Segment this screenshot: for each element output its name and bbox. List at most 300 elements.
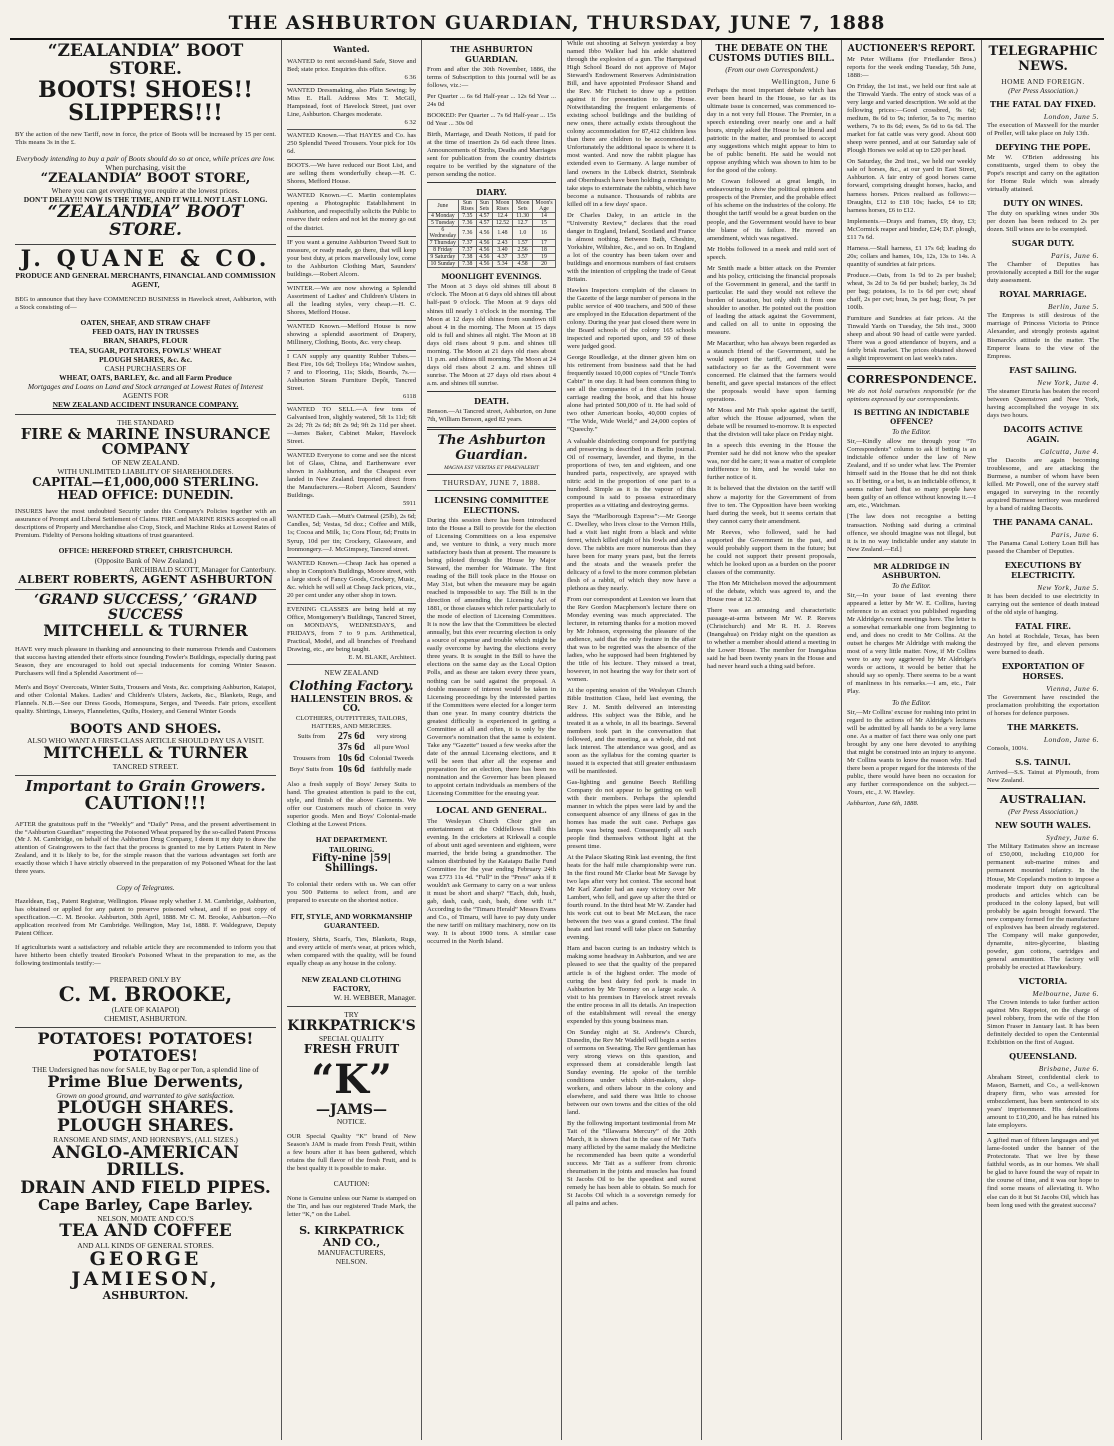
diary-cell: 4.56 xyxy=(476,227,492,240)
price-note: Colonial Tweeds xyxy=(369,754,414,762)
zealandia-headline: BOOTS! SHOES!! SLIPPERS!!! xyxy=(38,76,253,126)
diary-cell: 4.58 xyxy=(513,261,533,268)
brooke-name: C. M. BROOKE, xyxy=(58,981,233,1006)
news-item xyxy=(987,722,1099,753)
news-item-place: Berlin, June 5. xyxy=(1047,302,1099,312)
auction-para-5: Harness.—Stall harness, £1 17s 6d; leading do 20s; collars and hames, 10s, 12s, 13s to 14s. A quantity of sundries at fair prices. xyxy=(847,244,976,268)
standard-office: OFFICE: HEREFORD STREET, CHRISTCHURCH. xyxy=(58,546,233,556)
diary-cell: 4.57 xyxy=(476,213,492,220)
telegraphic-news-head: TELEGRAPHIC NEWS. xyxy=(988,44,1098,74)
wanted-list xyxy=(287,56,416,665)
debate-para-8: It is believed that the division on the tariff will show a majority for the Government of from five to ten. The Opposition have been working hard during the week, but it seems certain that they cannot carry their amendment. xyxy=(707,485,836,525)
local-item-2: Dr Charles Daley, in an article in the “University Review,” declares that the road danger in England, Ireland, Scotland and France is almost nothing. Between Bath, Cheshire, Yorkshire, Wiltshire, &c., and so on. In England a lot of the country has been taken over and buildings and enormous numbers of fast cruisers with the intention of crippling the trade of Great Britain. xyxy=(567,211,696,283)
news-item-body: The Dacoits are again becoming troublesome, and are attacking the Burmese, a number of whom have been killed. Mr Powell, one of the survey staff engaged in surveying in the recently acquired Burmese territory was murdered by a band of raiding Dacoits. xyxy=(987,456,1099,512)
local-item-1: While out shooting at Selwyn yesterday a boy named Ibbo Walker had his ankle shattered through the explosion of a gun. The Hampstead High School Board do not approve of Major Steward's Endowment Reserves Administration Bill, and have appointed Professor Shand and the Rev. Mr Fitchett to draw up a petition against it for presentation to the House. Notwithstanding the frequent enlargements of existing school buildings and the building of new ones, there actually exists throughout the colony accommodation for 87,412 children less than there are children to be accommodated. Unfortunately the additional space is where it is most wanted. And now the rabbit plague has extended even to Germany. A large number of land owners in the Lübeck district, Steinbrak and Obernbusch have been holding a meeting to take steps to exterminate the rabbits, which have become a nuisance. Thousands of rabbits are killed off in a few days' space. xyxy=(567,40,696,208)
potatoes-head: POTATOES! POTATOES! POTATOES! xyxy=(37,1029,254,1065)
standard-insurance-ad xyxy=(15,415,276,591)
debate-para-10: The Hon Mr Mitchelson moved the adjournment of the debate, which was agreed to, and the House rose at 12.30. xyxy=(707,579,836,603)
potatoes-kind: Prime Blue Derwents, xyxy=(47,1071,244,1091)
local-item-8: At the opening session of the Wesleyan Church Bible Institution Class, held last evening, the Rev J. M. Smith delivered an interesting address. His subject was the Bible, and he treated it as a whole, in all its bearings. Several members took part in the conversation that followed, and the meeting, as a whole, did not lack interest. The attendance was good, and as soon as the syllabus for the coming quarter is issued it is expected that still greater enthusiasm will be manifested. xyxy=(567,687,696,775)
masthead-title: THE ASHBURTON GUARDIAN, THURSDAY, JUNE 7, 1888 xyxy=(228,12,886,34)
letter-1-head: IS BETTING AN INDICTABLE OFFENCE? xyxy=(853,408,970,427)
diary-cell: 6 Wednesday xyxy=(428,227,459,240)
news-item-place: Sydney, June 6. xyxy=(1045,833,1099,843)
fifty-nine: Fifty-nine |59| Shillings. xyxy=(311,852,392,875)
debate-para-3: Mr Hobbs followed in a meek and mild sort of speech. xyxy=(707,245,836,261)
diary-cell: 3.57 xyxy=(513,254,533,261)
australian-sections xyxy=(987,820,1099,1130)
news-item-body: The Panama Canal Lottery Loan Bill has passed the Chamber of Deputies. xyxy=(987,539,1099,555)
price-table xyxy=(287,731,416,775)
hallenstein-body3: Hosiery, Shirts, Scarfs, Ties, Blankets, Rugs, and every article of men's wear, at prices which, when compared with the quality, will be found equally cheap as any house in the colony. xyxy=(287,936,416,968)
diary-title: DIARY. xyxy=(476,187,507,198)
brooke-ad xyxy=(15,776,276,1028)
jamieson-ad xyxy=(15,1028,276,1305)
diary-cell: 5.34 xyxy=(492,261,513,268)
price-note: very strong xyxy=(376,732,407,740)
kirkpatrick-ad: TRY KIRKPATRICK'S SPECIAL QUALITY FRESH FRUIT “K” —JAMS— NOTICE. OUR Special Quality “K” brand of New Season's JAM is made from Fresh Fruit, within a few hours after it has been gathered, which retains the full flavor of the fresh Fruit, and is the best quality it is possible to make. CAUTION: None is Genuine unless our Name is stamped on the Tin, and has our registered Trade Mark, the letter “K,” on the Label. S. KIRKPATRICK AND CO., MANUFACTURERS, NELSON. xyxy=(287,1010,416,1267)
wanted-ad xyxy=(287,283,416,321)
news-item-place: London, June 6. xyxy=(1043,735,1099,745)
diary-row xyxy=(428,254,556,261)
news-item-head: EXPORTATION OF HORSES. xyxy=(1001,661,1085,682)
news-item-place: London, June 5. xyxy=(1043,112,1099,121)
diary-cell: 4.56 xyxy=(476,240,492,247)
wanted-ad xyxy=(287,321,416,351)
wanted-ad-text: WANTED Known.—That HAYES and Co. has 250 Splendid Tweed Trousers. Your pick for 10s 6d. xyxy=(287,132,416,156)
leader-body: During this session there has been introduced into the House a Bill to provide for the election of Licensing Committees on a less expensive and, we venture to think, a very much more satisfactory basis than at present. The measure is being piloted through the House by Major Steward, the member for Waimate. The first reading of the Bill took place in the House on May 31st, but when the measure may be again reached is impossible to say. The Bill is in the direction of amending the Licensing Act of 1881, or those clauses which refer particularly to the mode of election of Licensing Committees. It is now the law that the Committees be elected annually, but this ever recurring election is only a source of expense and trouble which might be easily overcome by having the elections every three years. It is sought in the Bill to have the elections on the same day as the Local Option Polls, and as these are taken every three years, nothing can be said against the proposal. A double measure of interest would be taken in Licensing proceedings by the interested parties if the Committees were elected for a longer term than one year. In many country districts the greatest difficulty is experienced in getting a Committee at all and often, it is only by the Governor's nomination that the same is existent. Take any “Gazette” issued a few weeks after the date of the annual Licensing elections, and it will be seen that after all the expense and preparation for an election, there has been no nomination and the Governor has been pleased to appoint certain individuals as members of the Licensing Committee for the ensuing year. xyxy=(427,516,556,797)
debate-para-1: Perhaps the most important debate which has ever been heard in the House, so far as its ultimate issue is concerned, was commenced to-day in a not very full House. The Premier, in a speech extending over nearly one and a half hours, simply asked the House to be liberal and patriotic in the matter, and promised to accept any suggestions which might appear to him to be of public benefit. He said he would not oppose anything which was shown to him to be for the good of the colony. xyxy=(707,87,836,175)
standard-liability: WITH UNLIMITED LIABILITY OF SHAREHOLDERS. xyxy=(57,467,234,477)
column-7 xyxy=(982,40,1104,1440)
price-row xyxy=(287,753,416,764)
diary-cell: 1.48 xyxy=(492,227,513,240)
diary-row xyxy=(428,240,556,247)
telegrams-caption: Copy of Telegrams. xyxy=(116,882,175,892)
diary-cell: 1.57 xyxy=(513,240,533,247)
death-body: Benson.—At Tancred street, Ashburton, on June 7th, William Benson, aged 82 years. xyxy=(427,407,556,423)
diary-cell: 12.52 xyxy=(492,220,513,227)
paper-name: The Ashburton Guardian. xyxy=(437,432,546,463)
standard-head-office: HEAD OFFICE: DUNEDIN. xyxy=(57,488,234,503)
news-item-body: The steamer Etruria has beaten the record between Queenstown and New York, having accomplished the voyage in six days two hours. xyxy=(987,387,1099,419)
hallenstein-ad xyxy=(287,665,416,1007)
hallenstein-name: HALLENSTEIN BROS. & CO. xyxy=(290,695,413,715)
quane-stock: OATEN, SHEAF, AND STRAW CHAFF FEED OATS, HAY IN TRUSSES BRAN, SHARPS, FLOUR TEA, SUGAR, POTATOES, FOWLS' WHEAT PLOUGH SHARES, &c. &c. xyxy=(69,318,222,364)
australian-press-association: (Per Press Association.) xyxy=(1008,808,1078,817)
general-stores: AND ALL KINDS OF GENERAL STORES. xyxy=(77,1240,214,1250)
diary-row xyxy=(428,247,556,254)
nelson-moate: NELSON, MOATE AND CO.'S xyxy=(97,1213,194,1223)
letter-1-reply: [The law does not recognise a betting transaction. Nothing said during a criminal offence, we should imagine was not illegal, but it is in no way indictable under any statute in New Zealand.—Ed.] xyxy=(847,513,976,553)
wanted-ad-ref: 6 36 xyxy=(404,74,416,82)
quane-ad xyxy=(15,245,276,415)
diary-cell: 17 xyxy=(533,240,556,247)
factory-name: NEW ZEALAND CLOTHING FACTORY, xyxy=(301,974,402,993)
mitchell-turner-ad xyxy=(15,590,276,776)
wanted-ad xyxy=(287,85,416,130)
news-item xyxy=(987,238,1099,285)
correspondence-note: We do not hold ourselves responsible for the opinions expressed by our correspondents. xyxy=(847,388,976,404)
standard-capital: CAPITAL—£1,000,000 STERLING. xyxy=(32,475,259,490)
caution-head: CAUTION!!! xyxy=(84,793,207,815)
auction-para-7: Furniture and Sundries at fair prices. At the Tinwald Yards on Tuesday, the 5th inst., 3000 sheep and about 90 head of cattle were yarded. There was a good attendance of buyers, and a fairly brisk market. The prices obtained showed a slight improvement on last week's rates. xyxy=(847,314,976,363)
news-item-place: Melbourne, June 6. xyxy=(1032,988,1099,998)
mitchell-turner-also: ALSO WHO WANT A FIRST-CLASS ARTICLE SHOULD PAY US A VISIT. xyxy=(27,736,264,746)
mitchell-turner-street: TANCRED STREET. xyxy=(112,762,179,772)
customs-debate-head: THE DEBATE ON THE CUSTOMS DUTIES BILL. xyxy=(708,44,835,64)
news-item-head: ROYAL MARRIAGE. xyxy=(999,289,1087,300)
wanted-ad xyxy=(287,190,416,236)
nz-head: NEW ZEALAND xyxy=(324,667,379,677)
diary-cell: 9 Saturday xyxy=(428,254,459,261)
diary-cell: 5 Tuesday xyxy=(428,220,459,227)
factory-manager: W. H. WEBBER, Manager. xyxy=(333,992,416,1002)
local-item-7: From our correspondent at Leeston we learn that the Rev Gordon Macpherson's lecture there on Monday evening was much appreciated. The lecturer, in returning thanks for a motion moved by Mr Johnson, expressing the pleasure of the audience, said that the only feature in the affair that was to be regretted was the absence of the ladies, who he supposed had been frightened by the title of his lecture. They missed a treat, however, in not hearing the way for their sort of women. xyxy=(567,596,696,684)
diary-row xyxy=(428,220,556,227)
news-item-head: S.S. TAINUI. xyxy=(1015,757,1071,768)
news-item-head: FATAL FIRE. xyxy=(1014,621,1072,632)
diary-cell: 4 Monday xyxy=(428,213,459,220)
hat-department: HAT DEPARTMENT. xyxy=(315,835,388,845)
diary-header: Moon Rises xyxy=(492,200,513,213)
zealandia-delay: DON'T DELAY!!! NOW IS THE TIME, AND IT WILL NOT LAST LONG. xyxy=(23,194,268,204)
wanted-ad xyxy=(287,237,416,283)
wanted-ad-ref: 5911 xyxy=(403,500,416,508)
diary-cell: 2.56 xyxy=(513,247,533,254)
diary-cell: 4.56 xyxy=(476,247,492,254)
diary-row xyxy=(428,227,556,240)
plough-shares-head: PLOUGH SHARES. PLOUGH SHARES. xyxy=(56,1097,235,1136)
auction-para-4: Implements.—Drays and frames, £9; dray, £3; McCormick reaper and binder, £24; D.F. plough, £11 7s 6d. xyxy=(847,217,976,241)
telegraphic-sections xyxy=(987,99,1099,785)
news-item xyxy=(987,560,1099,617)
price-value: 37s 6d xyxy=(337,741,365,753)
paper-date: THURSDAY, JUNE 7, 1888. xyxy=(442,477,541,487)
diary-cell: 18 xyxy=(533,247,556,254)
standard-agent: ALBERT ROBERTS, AGENT ASHBURTON xyxy=(18,572,273,586)
diary-cell: 7.38 xyxy=(458,254,476,261)
local-general-head: LOCAL AND GENERAL. xyxy=(436,805,547,816)
zealandia-body2: Everybody intending to buy a pair of Boots should do so at once, while prices are low. xyxy=(16,153,275,163)
diary-header: Moon Sets xyxy=(513,200,533,213)
diary-cell: 7.36 xyxy=(458,220,476,227)
wanted-ad-text: IF you want a genuine Ashburton Tweed Suit to measure, or ready made, go there, that will keep your best duty, at prices marvellously low, come to the Ashburton Clothing Mart, Saunders' buildings.—Robert Alcorn. xyxy=(287,238,416,278)
column-5 xyxy=(702,40,842,1440)
mitchell-turner-name2: MITCHELL & TURNER xyxy=(43,743,248,763)
news-item xyxy=(987,976,1099,1047)
news-item-body: The Chamber of Deputies has provisionally accepted a Bill for the sugar duty assessment. xyxy=(987,261,1099,285)
news-item-body: Abraham Street, confidential clerk to Mason, Barnett, and Co., a well-known drapery firm, who was arrested for embezzlement, has been sentenced to six years' imprisonment. His defalcations amount to £10,200, and he has ruined his late employers. xyxy=(987,1074,1099,1130)
local-item-13: By the following important testimonial from Mr Tait of the “Illawarra Mercury” of the 20th March, it is shown that in the case of Mr Tait's many afflicted by the same malady the Medicine he recommended has been quite a wonderful success. Mr Tait as a sufferer from chronic rheumatism in the joints and muscles has found St Jacobs Oil to be the speediest and surest remedy he has been able to obtain. So much for St Jacobs Oil which is a sovereign remedy for all pains and aches. xyxy=(567,1120,696,1208)
wanted-ad-ref: 6 32 xyxy=(404,119,416,127)
grain-growers-head: Important to Grain Growers. xyxy=(25,777,266,796)
prepared-by: PREPARED ONLY BY xyxy=(109,974,182,984)
wanted-ad-text: BOOTS.—We have reduced our Boot List, and are selling them wonderfully cheap.—H. C. Shores, Mefford House. xyxy=(287,162,416,186)
diary-cell: 16 xyxy=(533,227,556,240)
diary-cell: 7.35 xyxy=(458,213,476,220)
diary-cell: 7.38 xyxy=(458,261,476,268)
guardian-terms-body: From and after the 30th November, 1886, the terms of Subscription to this journal will be as follows, viz.:— xyxy=(427,66,556,90)
grand-success: ‘GRAND SUCCESS,’ ‘GRAND SUCCESS xyxy=(34,592,257,624)
diary-cell: 4.56 xyxy=(476,261,492,268)
home-foreign-head: HOME AND FOREIGN. xyxy=(1001,77,1085,86)
wanted-ad-text: EVENING CLASSES are being held at my Office, Montgomery's Buildings, Tancred Street, on MONDAYS, WEDNESDAYS, and FRIDAYS, from 7 to 9 p.m. Arithmetical, Practical, Model, and all branches of Freehand Drawing, etc., are being taught. xyxy=(287,605,416,653)
wanted-ad-text: WINTER.—We are now showing a Splendid Assortment of Ladies' and Children's Ulsters in all the leading styles, very cheap.—H. C. Shores, Mefford House. xyxy=(287,284,416,316)
news-item-head: SUGAR DUTY. xyxy=(1011,238,1075,249)
wanted-ad-text: I CAN supply any quantity Rubber Tubes.—Best Fire, 10s 6d; Trolleys 16s; Window sashes, 7 and to Flooring, 11s; Skids, Boards, 7s.—Ashburton Steam Furniture Depôt, Tancred Street. xyxy=(287,352,416,393)
zealandia-name2: “ZEALANDIA” BOOT STORE. xyxy=(47,202,244,240)
news-item xyxy=(987,424,1099,513)
quane-name: J. QUANE & CO. xyxy=(20,245,271,272)
wanted-ad-text: WANTED Everyone to come and see the nicest lot of Glass, China, and Earthenware ever shown in Ashburton, and the Cheapest ever landed in New Zealand. Imported direct from the Manufacturers.—Robert Alcorn, Saunders' Buildings. xyxy=(287,452,416,500)
customs-debate-place: Wellington, June 6 xyxy=(771,77,836,86)
diary-cell: 4.56 xyxy=(476,254,492,261)
clothing-factory: Clothing Factory. xyxy=(289,679,414,695)
masthead xyxy=(10,8,1104,40)
tailoring: TAILORING. xyxy=(328,844,375,854)
quane-agents: AGENTS FOR xyxy=(122,391,169,401)
debate-para-5: Mr Macarthur, who has always been regarded as a staunch friend of the Government, said he would support the tariff, and that it was satisfactory so far as the Government were concerned. He claimed that the farmers would benefit, and gave special instances of the effect the proposals would have upon farming operations. xyxy=(707,339,836,404)
zealandia-body: BY the action of the new Tariff, now in force, the price of Boots will be increased by 15 per cent. This means 3s in the £. xyxy=(15,131,276,147)
price-row xyxy=(287,764,416,775)
caution-body: AFTER the gratuitous puff in the “Weekly” and “Daily” Press, and the present advertisement in the “Ashburton Guardian” respecting the Poisoned Wheat prepared by the so-called Patent Process (Mr J. M. Cambridge, on behalf of the Ashburton Drug Company, I deem it my duty to draw the attention of Graingrowers to the fact that the process is granted to me by Letters Patent in New Zealand, and it is likely to be, for the simple reason that the various advantages set forth are exactly those which I have strictly observed in the preparation of my Poisoned Wheat for the last three years. xyxy=(15,820,276,876)
local-item-3: Hawkes Inspectors complain of the classes in the Gazette of the large number of persons in the public service of 400 teachers, and 500 of these are employed in the Education department of the colony. During the year just closed there were in the Board schools of the colony 165 schools inspected and reported upon, and 59 of these were judged good. xyxy=(567,286,696,351)
news-item xyxy=(987,621,1099,657)
bottom-advert: A gifted man of fifteen languages and yet lame-footed under the banner of the Protectorate. That we live by these faithful words, as in our homes. We shall be glad to have found the way of repair in the course of time, and it was our hope to find some means of alleviating it. Who else can do it but St Jacobs Oil, which has been long used with the greatest success? xyxy=(987,1137,1099,1209)
diary-cell: 3.40 xyxy=(492,247,513,254)
column-1 xyxy=(10,40,282,1440)
news-item xyxy=(987,820,1099,972)
wanted-ad xyxy=(287,450,416,511)
news-item xyxy=(987,1051,1099,1130)
zealandia-where: Where you can get everything you require at the lowest prices. xyxy=(51,185,240,195)
news-item xyxy=(987,198,1099,234)
mitchell-turner-body: HAVE very much pleasure in thanking and announcing to their numerous Friends and Customers that success having attended their efforts since founding Fowler's Buildings, especially during past Season, they are encouraged to hold out special inducements for coming Winter Season. Purchasers will find a Splendid Assortment of— xyxy=(15,646,276,677)
column-3 xyxy=(422,40,562,1440)
news-item-place: Paris, June 6. xyxy=(1050,529,1099,539)
price-value: 10s 6d xyxy=(337,752,365,764)
price-note: faithfully made xyxy=(371,765,412,773)
diary-cell: 7 Thursday xyxy=(428,240,459,247)
diary-cell: 10 Sunday xyxy=(428,261,459,268)
news-item-body: Mr W. O'Brien addressing his constituents, urged them to obey the Pope's rescript and carry on the agitation for Home Rule which was already virtually attained. xyxy=(987,154,1099,194)
hallenstein-body: Also a fresh supply of Boys' Jersey Suits to hand. The greatest attention is paid to the cut, style, and finish of the above Garments. We offer our Customers much of choice in very superior goods. Men and Boys' Colonial-made Clothing at the Lowest Prices. xyxy=(287,781,416,828)
news-item-body: The execution of Maxwell for the murder of Preller, will take place on July 13th. xyxy=(987,122,1099,138)
local-item-12: On Sunday night at St. Andrew's Church, Dunedin, the Rev Mr Waddell will begin a series of sermons on Sweating. The Rev gentleman has very strong views on this question, and expressed them at considerable length last Sunday evening. He spoke of the terrible conditions under which shirt-makers, slop-workers, and others labour in the colony and elsewhere, and said there was little to choose between our own towns and the cities of the old land. xyxy=(567,1028,696,1117)
quane-accident: NEW ZEALAND ACCIDENT INSURANCE COMPANY. xyxy=(52,400,239,410)
wanted-ad-text: WANTED Dressmaking, also Plain Sewing; by Miss E. Hall. Address Mrs T. McGill, Hampstead, foot of Havelock Street, just over Line, Ashburton. Charges moderate. xyxy=(287,87,416,119)
price-row xyxy=(287,731,416,742)
zealandia-name: “ZEALANDIA” BOOT STORE, xyxy=(40,171,251,187)
standard-opposite: (Opposite Bank of New Zealand.) xyxy=(94,555,197,565)
news-item xyxy=(987,142,1099,194)
wanted-ad xyxy=(287,351,416,404)
news-item-place: New York, June 5. xyxy=(1037,583,1099,592)
mitchell-turner-list: Men's and Boys' Overcoats, Winter Suits, Trousers and Vests, &c. comprising Ashburton, Kaiapoi, and other Colonial Makes. Ladies' and Children's Ulsters, Jackets, &c., Blankets, Rugs, and Flannels. N.B.—See our Dress Goods, Homespuns, Serges, and Tweeds. Fair prices, excellent quality. Shirtings, Linseys, Flannelettes, Quilts, Hosiery, and General Winter Goods xyxy=(15,684,276,716)
diary-cell: 4.37 xyxy=(492,254,513,261)
local-item-4: George Roudledge, at the dinner given him on his retirement from business said that he had frequently issued 10,000 copies of “Uncle Tom's Cabin” in one day. It had been common thing to see all the companies of a first class railway carriage reading the book, and that his house alone had printed 500,000 of it. He had sold of two other American books, 40,000 copies of “The Wide, Wide World,” and 24,000 copies of “Queechy.” xyxy=(567,354,696,434)
local-item-6: Says the “Marlborough Express”:—Mr George C. Dwelley, who lives close to the Vernon Hills, had a visit last night from a black and white ferret, which killed eight of his fowls and also a dove. The rabbits are more numerous than they have been for many years past, but the ferrets and the stoats and the weasels prefer the delicacy of a fowl to the more common plebeian flesh of a rabbit, of which they now have a plethora as they nearly. xyxy=(567,512,696,593)
local-item-5: A valuable disinfecting compound for purifying and preserving is described in a Berlin journal. Oil of rosemary, lavender, and thyme, in the proportions of two, ten and eighteen, and one hundred parts, respectively, are sprayed with nitric acid in the proportion of one part to a hundred. Simple as it is the vapour of this compound is said to possess extraordinary properties as a vitiating and destroying germs. xyxy=(567,437,696,509)
diary-cell: 19 xyxy=(533,254,556,261)
news-item xyxy=(987,517,1099,556)
diary-header: Moon's Age xyxy=(533,200,556,213)
news-item-head: FAST SAILING. xyxy=(1009,364,1077,375)
diary-header: Sun Rises xyxy=(458,200,476,213)
tea-coffee: TEA AND COFFEE xyxy=(59,1221,232,1242)
caution-body3: If agriculturists want a satisfactory and reliable article they are recommended to inform you that have hitherto been chiefly treated Brooke's Poisoned Wheat in the preparation to me, as the following testimonials testify:— xyxy=(15,944,276,968)
columns xyxy=(10,40,1104,1440)
diary-cell: 12.4 xyxy=(492,213,513,220)
wanted-ad xyxy=(287,404,416,450)
news-item-head: THE FATAL DAY FIXED. xyxy=(990,99,1096,109)
diary-cell: 7.37 xyxy=(458,247,476,254)
diary-cell: 7.37 xyxy=(458,240,476,247)
debate-para-11: There was an amusing and characteristic passage-at-arms between Mr W. P. Reeves (Christchurch) and Mr R. H. J. Reeves (Inangahua) on Friday night on the question as to whether a member should attend a meeting in the Lower House. The member for Inangahua said he had been twenty years in the House and had never heard such a thing said before. xyxy=(707,606,836,671)
column-4 xyxy=(562,40,702,1440)
births-notice: Birth, Marriage, and Death Notices, if paid for at the time of insertion 2s 6d each three lines. Announcements of Births, Deaths and Marriages sent for publication from the country districts require to be verified by the signature of the person sending the notice. xyxy=(427,131,556,179)
zealandia-when: When purchasing, visit the xyxy=(105,163,186,173)
wanted-ad-text: WANTED Known.—C. Martin contemplates opening a Photographic Establishment in Ashburton, and respectfully solicits the Public to reserve their orders and not let the money go out of the district. xyxy=(287,192,416,232)
hallenstein-body2: To colonial their orders with us. We can offer you 500 Patterns to select from, and are prepared to execute on the shortest notice. xyxy=(287,881,416,905)
diary-cell: 8 Friday xyxy=(428,247,459,254)
wanted-ad-text: WANTED to rent second-hand Safe, Stove and Bed; state price. Enquiries this office. xyxy=(287,58,416,74)
standard-name: FIRE & MARINE INSURANCE COMPANY xyxy=(20,424,271,459)
price-value: 27s 6d xyxy=(337,730,365,742)
moonlight-head: MOONLIGHT EVENINGS. xyxy=(441,272,542,282)
news-item-body: Arrived—S.S. Tainui at Plymouth, from New Zealand. xyxy=(987,769,1099,785)
news-item-body: The Military Estimates show an increase of £50,000, including £10,000 for permanent sub-marine mines and permanent mounted infantry. In the House, Mr Copeland's motion to impose a moderate import duty on agricultural products and articles which can be produced in the colony lapsed, but will probably be again brought forward. The new company formed for the manufacture of explosives has been already registered. The Company will make gunpowder, dynamite, nitro-glycerine, blasting powder, gun cottons, cartridges and general ammunition. The factory will probably be erected at Hawkesbury. xyxy=(987,843,1099,971)
subscription-rates-booked: BOOKED: Per Quarter ... 7s 6d Half-year ... 15s 0d Year ... 30s 0d xyxy=(427,112,556,128)
local-item-11: Ham and bacon curing is an industry which is making some headway in Ashburton, and we are pleased to see that the quality of the prepared article is of the highest order. The mode of curing the best dairy fed pork is made in Ashburton by Mr Toomey on a large scale. A visit to his premises in Havelock street reveals the entire process in all its details. An inspection of the establishment will reveal the energy expended by this young business man. xyxy=(567,945,696,1025)
local-item-9: Gas-lighting and genuine Beech Refilling Company do not appear to be getting on well with their members. Perhaps the splendid manner in which the pipes were laid by and the consequent absence of any illness of gas in the homes has made the suit case. Perhaps gas lamps was being used. Consequently all such people find themselves without light at the present time. xyxy=(567,778,696,851)
press-association: (Per Press Association.) xyxy=(1008,87,1078,95)
news-item-body: Consols, 100¼. xyxy=(987,745,1029,753)
death-head: DEATH. xyxy=(473,395,510,406)
wanted-ad xyxy=(287,511,416,557)
local-item-10: At the Palace Skating Rink last evening, the first heats for the half mile championship were run. In the first round Mr Clarke beat Mr Savage by two laps after very hot contest. The second heat Mr Karl Zander had an easy victory over Mr Lambert, who fell, and gave up after the third or fourth round. In the third heat Mr W. Zander had his work cut out to beat Mr McLean, the race between the two was a grand contest. The final heats and last round will take place on Saturday evening. xyxy=(567,854,696,942)
column-2 xyxy=(282,40,422,1440)
price-value: 10s 6d xyxy=(337,763,365,775)
diary-cell: 4.57 xyxy=(476,220,492,227)
news-item-head: EXECUTIONS BY ELECTRICITY. xyxy=(1004,560,1082,580)
news-item xyxy=(987,661,1099,718)
news-item-place: Calcutta, June 4. xyxy=(1040,446,1099,456)
wanted-ad xyxy=(287,604,416,665)
jamieson-name: GEORGE JAMIESON, xyxy=(71,1248,220,1290)
mitchell-turner-boots: BOOTS AND SHOES. xyxy=(69,721,222,737)
news-item-place: New York, June 4. xyxy=(1037,377,1099,387)
paper-motto: MAGNA EST VERITAS ET PRAEVALEBIT xyxy=(444,464,539,471)
news-item-body: It has been decided to use electricity in carrying out the sentence of death instead of the old style of hanging. xyxy=(987,593,1099,617)
quane-mortgages: Mortgages and Loans on Land and Stock arranged at Lowest Rates of Interest xyxy=(27,382,264,392)
drain-pipes-head: DRAIN AND FIELD PIPES. xyxy=(20,1178,271,1199)
letter-3-body: Sir,—Mr Collins' excuse for rushing into print in regard to the actions of Mr Aldridge's lectures will be admitted by all hands to be a very lame one. As a matter of fact there was only one part brought by any one here devoted to anything that might be construed into an injury to anyone. Mr Collins wants to know the reason why. Had there been a proper regard for the interests of the public, there would have been no occasion for any further correspondence on the subject.—Yours, etc., J. W. Hawley. xyxy=(847,709,976,797)
cape-barley: Cape Barley, Cape Barley. xyxy=(38,1196,253,1215)
quane-wheat: WHEAT, OATS, BARLEY, &c. and all Farm Produce xyxy=(59,372,232,382)
fit-guaranteed: FIT, STYLE, AND WORKMANSHIP GUARANTEED. xyxy=(290,911,413,930)
wanted-ad xyxy=(287,56,416,85)
diary-table xyxy=(427,199,556,268)
diary-cell: 2.43 xyxy=(492,240,513,247)
australian-head: AUSTRALIAN. xyxy=(999,793,1087,807)
news-item-body: The Empress is still desirous of the marriage of Princess Victoria to Prince Alexander, and strongly protests against Bismarck's attitude in the matter. The Emperor leans to the view of the Empress. xyxy=(987,312,1099,360)
wanted-ad xyxy=(287,130,416,160)
standard-of: OF NEW ZEALAND. xyxy=(111,458,180,468)
debate-para-2: Mr Cowan followed at great length, in endeavouring to show the political opinions and prospects of the Premier, and the probable effect of his scheme on the industries of the colony. He thought the tariff would be a great burden on the people, and the Government would have to bear the blame of its failure. He moved an amendment, which was negatived. xyxy=(707,178,836,242)
news-item xyxy=(987,757,1099,785)
diary-header: June xyxy=(428,200,459,213)
standard-the: THE STANDARD xyxy=(117,417,174,427)
moonlight-body: The Moon at 3 days old shines till about 8 o'clock. The Moon at 6 days old shines till about half-past 9 o'clock. The Moon at 9 days old shines till nearly 1 o'clock in the morning. The Moon at 12 days old shines from sundown till about 4 in the morning. The Moon at 15 days old is full and shines all night. The Moon at 18 days old rises about 9 p.m. and shines till morning. The Moon at 21 days old rises about 11 p.m. and shines till morning. The Moon at 24 days old rises about 2 a.m. and shines till sunrise. The Moon at 27 days old rises about 4 a.m. and shines till sunrise. xyxy=(427,283,556,387)
news-item-head: QUEENSLAND. xyxy=(1009,1051,1077,1062)
diary-cell: 11.30 xyxy=(513,213,533,220)
wanted-ad xyxy=(287,558,416,604)
auction-para-6: Produce.—Oats, from 1s 9d to 2s per bushel; wheat, 3s 2d to 3s 6d per bushel; barley, 3s 3d per bag; potatoes, 1s to 1s 6d per cwt; sheaf chaff, 2s per cwt; bran, 3s per bag; flour, 7s per 100lb. xyxy=(847,271,976,311)
letter-1-body: Sir,—Kindly allow me through your “To Correspondents” column to ask if betting is an indictable offence under the law of New Zealand, and if so under what law. The Premier himself said in the House that he did not think so. If betting, or a bet, is an indictable offence, it seems rather hard that so many people have been guilty of an offence without knowing it.—I am, etc., Watchman. xyxy=(847,438,976,510)
news-item-place: Paris, June 6. xyxy=(1050,251,1099,261)
wanted-ad-text: WANTED Cash.—Mutt's Oatmeal (25lb), 2s 6d; Candles, 5d; Vestas, 5d doz.; Coffee and Milk, 1s; Cocoa and Milk, 1s; Cora Flour, 6d; Fruits in Syrup, 10d per tin; Crockery, Glassware, and Ironmongery.—J. McGimpsey, Tancred street. xyxy=(287,513,416,553)
price-label: Trousers from xyxy=(292,754,331,762)
auction-para-1: Mr Peter Williams (for Friedlander Bros.) reports for the week ending Tuesday, 5th June, 1888:— xyxy=(847,56,976,80)
standard-manager: ARCHIBALD SCOTT, Manager for Canterbury. xyxy=(129,564,276,574)
news-item-body: The Crown intends to take further action against Mrs Rappetot, on the charge of jewel robbery, from the wife of the Hon Simon Fraser in January last. It has been definitely decided to open the Centennial Exhibition on the first of August. xyxy=(987,998,1099,1047)
price-row xyxy=(287,742,416,753)
mitchell-turner-name: MITCHELL & TURNER xyxy=(43,620,248,640)
diary-cell: 1.0 xyxy=(513,227,533,240)
drills-head: ANGLO-AMERICAN DRILLS. xyxy=(52,1142,239,1181)
subscription-rates-paid: Per Quarter ... 6s 6d Half-year ... 12s 6d Year ... 24s 0d xyxy=(427,93,556,109)
standard-body: INSURES have the most undoubted Security under this Company's Policies together with an assurance of Prompt and Liberal Settlement of Claims. FIRE and MARINE RISKS accepted on all descriptions of Property and Merchandise also Crop, Stock, and Machine Risks at Lowest Rates of Premium. Fidelity of Persons holding situations of trust guaranteed. xyxy=(15,508,276,539)
brooke-chemist: (LATE OF KAIAPOI) CHEMIST, ASHBURTON. xyxy=(104,1004,187,1023)
letter-3-to: To the Editor. xyxy=(892,699,931,708)
diary-header-row xyxy=(428,200,556,213)
zealandia-ad xyxy=(15,40,276,245)
quane-body: BEG to announce that they have COMMENCED BUSINESS in Havelock street, Ashburton, with a Stock consisting of— xyxy=(15,295,276,311)
diary-cell: 7.36 xyxy=(458,227,476,240)
hallenstein-trade: CLOTHIERS, OUTFITTERS, TAILORS, HATTERS, AND MERCERS. xyxy=(295,714,408,730)
wanted-ad-ref: E. M. BLAKE, Architect. xyxy=(348,653,416,661)
plough-shares-sub: RANSOME AND SIMS', AND HORNSBY'S, (ALL SIZES.) xyxy=(53,1135,238,1145)
price-label: Suits from xyxy=(297,732,326,740)
diary-row xyxy=(428,213,556,220)
telegrams-body: Hazeldean, Esq., Patent Registrar, Wellington. Please reply whether J. M. Cambridge, Ashburton, has obtained or applied for any patent to preserve poisoned wheat, and if so post copy of specification.—C. M. Brooke. Ashburton, 30th April, 1888. Mr C. M. Brooke, Ashburton.—No application received from Mr Cambridge. Wellington, May 1st, 1888. F. Waldegrave, Deputy Patent Officer. xyxy=(15,898,276,937)
customs-debate-sub: (From our own Correspondent.) xyxy=(725,66,818,74)
news-item-head: THE MARKETS. xyxy=(1007,722,1079,733)
news-item-place: Vienna, June 6. xyxy=(1046,684,1099,694)
potatoes-grown: Grown on good ground, and warranted to give satisfaction. xyxy=(56,1090,235,1100)
local-general-body: The Wesleyan Church Choir give an entertainment at the Oddfellows Hall this evening. In the cricketers at Kirkwall a couple of about unit aged seventeen and eighteen, were married, the bride being a grandmother. The salmon distributed by the Kaiatapu Bailie Fund Committee for the year ending February 24th was £773 11s 4d. “Full” in the “Press” asks if it wouldn't ask Germany to carry on a war unless it must be short and sharp? “Each, duh, hush, gab, dash, cash, cash, bash, done with it.” According to the “Timaru Herald” Messrs Evans and Co., of Timaru, will have to pay duty under the new tariff on military machinery, now on its way. It is about 1900 tons. A similar case occurred in the North Island. xyxy=(427,817,556,946)
news-item-head: DUTY ON WINES. xyxy=(1003,198,1083,209)
price-label xyxy=(287,742,336,753)
news-item-head: DEFYING THE POPE. xyxy=(995,142,1091,153)
jamieson-town: ASHBURTON. xyxy=(102,1288,189,1302)
auction-para-2: On Friday, the 1st inst., we held our first sale at the Tinwald Yards. The entry of stock was of a very large and varied description. We sold at the following prices:—Good crossbred, 9s 6d; medium, 8s 6d to 9s; inferior, 5s to 7s; merino wethers, 7s to 8s 6d; ewes, 5s 6d to 6s 6d. The market for fat cattle was very good. About 600 sheep were penned, and at our Saturday sale of Plough Horses we sold at up to £20 per head. xyxy=(847,83,976,155)
news-item-head: VICTORIA. xyxy=(1018,975,1068,986)
guardian-terms-head: THE ASHBURTON GUARDIAN. xyxy=(450,44,533,64)
wanted-ad-text: WANTED Known.—Cheap Jack has opened a shop in Compton's Buildings, Moore street, with a large stock of Fancy Goods, Crockery, Music, &c. which he will sell at Cheap Jack prices, viz., 20 per cent under any other shop in town. xyxy=(287,559,416,599)
letter-2-head: MR ALDRIDGE IN ASHBURTON. xyxy=(873,561,950,580)
zealandia-title: “ZEALANDIA” BOOT STORE. xyxy=(47,41,244,79)
debate-para-6: Mr Moss and Mr Fish spoke against the tariff, after which the House adjourned, when the debate will be resumed to-morrow. It is expected that the division will take place on Friday night. xyxy=(707,407,836,439)
diary-header: Sun Sets xyxy=(476,200,492,213)
correspondence-head: CORRESPONDENCE. xyxy=(847,373,977,387)
letter-2-body: Sir,—In your issue of last evening there appeared a letter by Mr W. E. Collins, having reference to an extract you published regarding Mr Aldridge's recent meetings here. The letter is a somewhat remarkable one from beginning to end, and does no credit to Mr Collins. At the outset he charges Mr Aldridge with making the most of a very little matter. Now, if Mr Collins were to any way aggrieved by Mr Aldridge's words or actions, it would be better that he should say so openly. There seems to be a want of manliness in his remarks.—I am, etc., Fair Play. xyxy=(847,591,976,695)
wanted-ad-text: WANTED Known.—Mefford House is now showing a splendid assortment of Drapery, Millinery, Clothing, Boots, &c. very cheap. xyxy=(287,322,416,346)
diary-cell: 12.7 xyxy=(513,220,533,227)
wanted-ad xyxy=(287,160,416,190)
